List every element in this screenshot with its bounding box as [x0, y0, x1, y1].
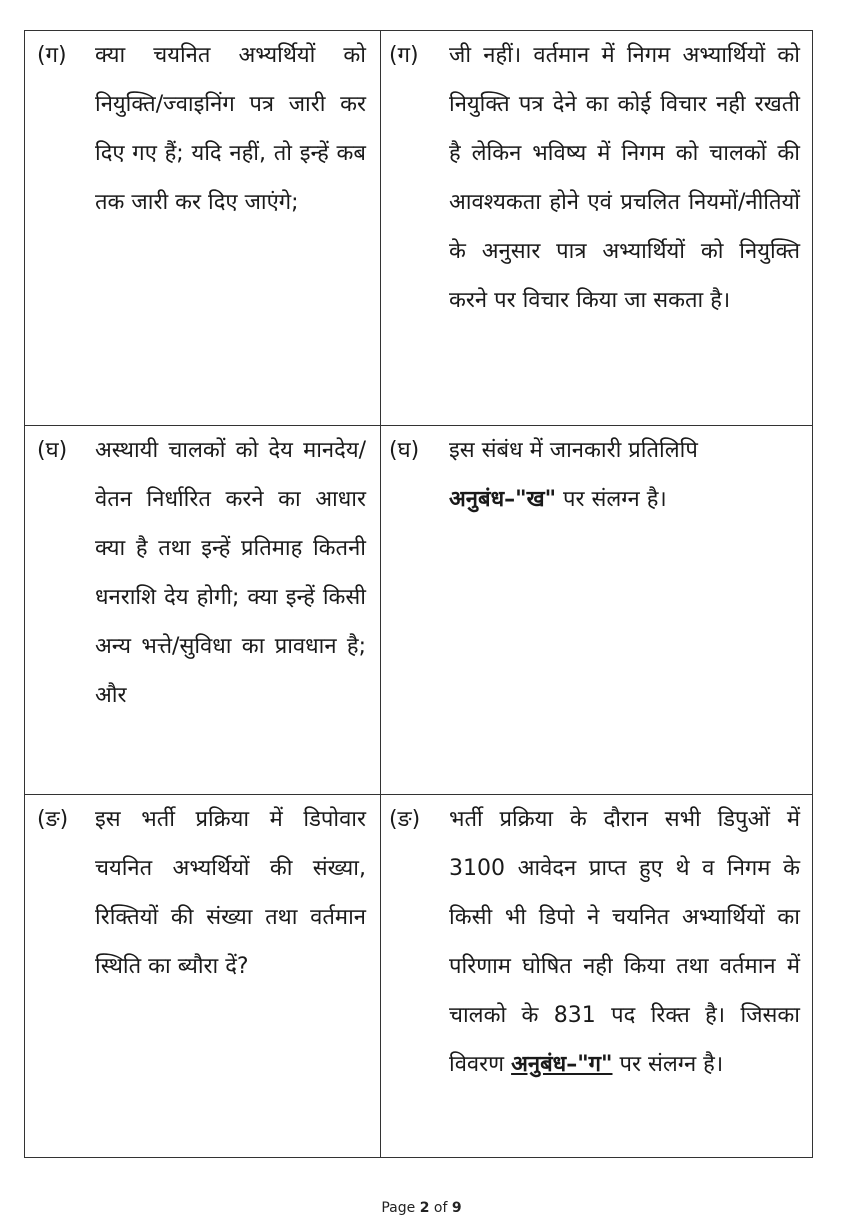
answer-text-before: इस संबंध में जानकारी प्रतिलिपि [449, 438, 698, 463]
question-answer-table [24, 30, 813, 1158]
answer-cell [381, 426, 813, 795]
page-footer [0, 1200, 843, 1216]
annexure-reference: अनुबंध–"ग" [511, 1052, 613, 1077]
answer-cell [381, 31, 813, 426]
answer-text: जी नहीं। वर्तमान में निगम अभ्यार्थियों को नियुक्ति पत्र देने का कोई विचार नही रखती है लेकिन भविष्य में निगम को चालकों की आवश्यकता होने एवं प्रचलित नियमों/नीतियों के अनुसार पात्र अभ्यार्थियों को नियुक्ति करने पर विचार किया जा सकता है। [449, 43, 800, 313]
answer-text-after: पर संलग्न है। [619, 1052, 724, 1077]
page-label: Page [381, 1200, 416, 1216]
table-row [25, 426, 813, 795]
question-marker: (ग) [37, 43, 67, 68]
page-number: 2 [419, 1200, 430, 1216]
answer-text-after: पर संलग्न है। [563, 487, 667, 512]
question-marker: (घ) [37, 438, 68, 463]
table-row [25, 795, 813, 1158]
answer-text-before: भर्ती प्रक्रिया के दौरान सभी डिपुओं में 3100 आवेदन प्राप्त हुए थे व निगम के किसी भी डिपो ने चयनित अभ्यार्थियों का परिणाम घोषित नही किया तथा वर्तमान में चालको के 831 पद रिक्त है। जिसका विवरण [449, 807, 800, 1077]
table-row [25, 31, 813, 426]
question-text: क्या चयनित अभ्यर्थियों को नियुक्ति/ज्वाइनिंग पत्र जारी कर दिए गए हैं; यदि नहीं, तो इन्हें कब तक जारी कर दिए जाएंगे; [95, 43, 366, 215]
question-cell [25, 795, 381, 1158]
question-cell [25, 426, 381, 795]
answer-marker: (ङ) [389, 807, 421, 832]
question-text: इस भर्ती प्रक्रिया में डिपोवार चयनित अभ्यर्थियों की संख्या, रिक्तियों की संख्या तथा वर्तमान स्थिति का ब्यौरा दें? [95, 807, 366, 979]
total-pages: 9 [451, 1200, 462, 1216]
answer-marker: (ग) [389, 43, 419, 68]
answer-marker: (घ) [389, 438, 420, 463]
answer-text [449, 795, 800, 1089]
question-marker: (ङ) [37, 807, 69, 832]
annexure-reference: अनुबंध–"ख" [449, 487, 557, 512]
answer-cell [381, 795, 813, 1158]
question-cell [25, 31, 381, 426]
answer-text [449, 426, 800, 524]
question-text: अस्थायी चालकों को देय मानदेय/वेतन निर्धारित करने का आधार क्या है तथा इन्हें प्रतिमाह कितनी धनराशि देय होगी; क्या इन्हें किसी अन्य भत्ते/सुविधा का प्रावधान है; और [95, 438, 366, 708]
page-of-label: of [433, 1200, 448, 1216]
